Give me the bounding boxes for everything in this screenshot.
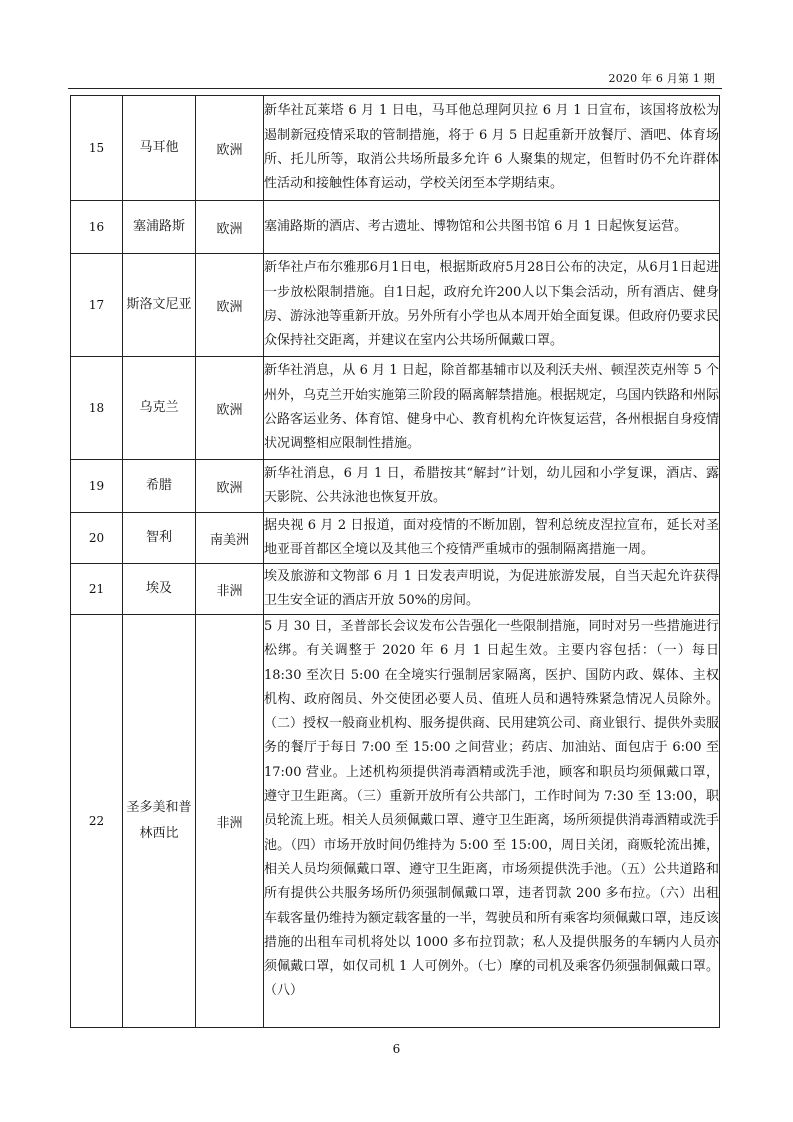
continent-cell: 欧洲 [196, 96, 264, 201]
country-cell: 圣多美和普林西比 [123, 615, 196, 1028]
country-cell: 塞浦路斯 [123, 201, 196, 254]
page-number: 6 [392, 1042, 401, 1056]
country-cell: 斯洛文尼亚 [123, 254, 196, 357]
row-number: 22 [71, 615, 123, 1028]
row-number: 17 [71, 254, 123, 357]
policy-table [70, 95, 720, 1028]
row-number: 19 [71, 460, 123, 513]
continent-cell: 欧洲 [196, 254, 264, 357]
table-row [71, 615, 720, 1028]
header-rule [68, 88, 722, 89]
country-cell: 智利 [123, 513, 196, 564]
measure-text: 新华社消息，6 月 1 日，希腊按其“解封”计划，幼儿园和小学复课，酒店、露天影院、公共泳池也恢复开放。 [264, 460, 720, 513]
country-cell: 希腊 [123, 460, 196, 513]
row-number: 16 [71, 201, 123, 254]
table-row [71, 513, 720, 564]
continent-cell: 非洲 [196, 615, 264, 1028]
continent-cell: 欧洲 [196, 357, 264, 460]
table-row [71, 357, 720, 460]
issue-label: 2020 年 6 月第 1 期 [608, 72, 715, 85]
continent-cell: 欧洲 [196, 201, 264, 254]
measure-text: 新华社卢布尔雅那6月1日电，根据斯政府5月28日公布的决定，从6月1日起进一步放松限制措施。自1日起，政府允许200人以下集会活动，所有酒店、健身房、游泳池等重新开放。另外所有小学也从本周开始全面复课。但政府仍要求民众保持社交距离，并建议在室内公共场所佩戴口罩。 [264, 254, 720, 357]
row-number: 18 [71, 357, 123, 460]
continent-cell: 欧洲 [196, 460, 264, 513]
table-row [71, 254, 720, 357]
country-cell: 乌克兰 [123, 357, 196, 460]
table-row [71, 201, 720, 254]
row-number: 15 [71, 96, 123, 201]
measure-text: 5 月 30 日，圣普部长会议发布公告强化一些限制措施，同时对另一些措施进行松绑。有关调整于 2020 年 6 月 1 日起生效。主要内容包括：（一）每日 18:30 至次日 5:00 在全境实行强制居家隔离，医护、国防内政、媒体、主权机构、政府阁员、外交使团必要人员、值班人员和遇特殊紧急情况人员除外。（二）授权一般商业机构、服务提供商、民用建筑公司、商业银行、提供外卖服务的餐厅于每日 7:00 至 15:00 之间营业；药店、加油站、面包店于 6:00 至 17:00 营业。上述机构须提供消毒酒精或洗手池，顾客和职员均须佩戴口罩，遵守卫生距离。（三）重新开放所有公共部门，工作时间为 7:30 至 13:00，职员轮流上班。相关人员须佩戴口罩、遵守卫生距离，场所须提供消毒酒精或洗手池。（四）市场开放时间仍维持为 5:00 至 15:00，周日关闭，商贩轮流出摊，相关人员均须佩戴口罩、遵守卫生距离，市场须提供洗手池。（五）公共道路和所有提供公共服务场所仍须强制佩戴口罩，违者罚款 200 多布拉。（六）出租车载客量仍维持为额定载客量的一半，驾驶员和所有乘客均须佩戴口罩，违反该措施的出租车司机将处以 1000 多布拉罚款；私人及提供服务的车辆内人员亦须佩戴口罩，如仅司机 1 人可例外。（七）摩的司机及乘客仍须强制佩戴口罩。（八） [264, 615, 720, 1028]
table-row [71, 460, 720, 513]
country-cell: 埃及 [123, 564, 196, 615]
continent-cell: 非洲 [196, 564, 264, 615]
measure-text: 塞浦路斯的酒店、考古遗址、博物馆和公共图书馆 6 月 1 日起恢复运营。 [264, 201, 720, 254]
measure-text: 据央视 6 月 2 日报道，面对疫情的不断加剧，智利总统皮涅拉宣布，延长对圣地亚哥首都区全境以及其他三个疫情严重城市的强制隔离措施一周。 [264, 513, 720, 564]
continent-cell: 南美洲 [196, 513, 264, 564]
measure-text: 埃及旅游和文物部 6 月 1 日发表声明说，为促进旅游发展，自当天起允许获得卫生安全证的酒店开放 50%的房间。 [264, 564, 720, 615]
measure-text: 新华社瓦莱塔 6 月 1 日电，马耳他总理阿贝拉 6 月 1 日宣布，该国将放松为遏制新冠疫情采取的管制措施，将于 6 月 5 日起重新开放餐厅、酒吧、体育场所、托儿所等，取消公共场所最多允许 6 人聚集的规定，但暂时仍不允许群体性活动和接触性体育运动，学校关闭至本学期结束。 [264, 96, 720, 201]
country-cell: 马耳他 [123, 96, 196, 201]
table-row [71, 564, 720, 615]
table-row [71, 96, 720, 201]
row-number: 21 [71, 564, 123, 615]
measure-text: 新华社消息，从 6 月 1 日起，除首都基辅市以及利沃夫州、顿涅茨克州等 5 个州外，乌克兰开始实施第三阶段的隔离解禁措施。根据规定，乌国内铁路和州际公路客运业务、体育馆、健身中心、教育机构允许恢复运营，各州根据自身疫情状况调整相应限制性措施。 [264, 357, 720, 460]
row-number: 20 [71, 513, 123, 564]
